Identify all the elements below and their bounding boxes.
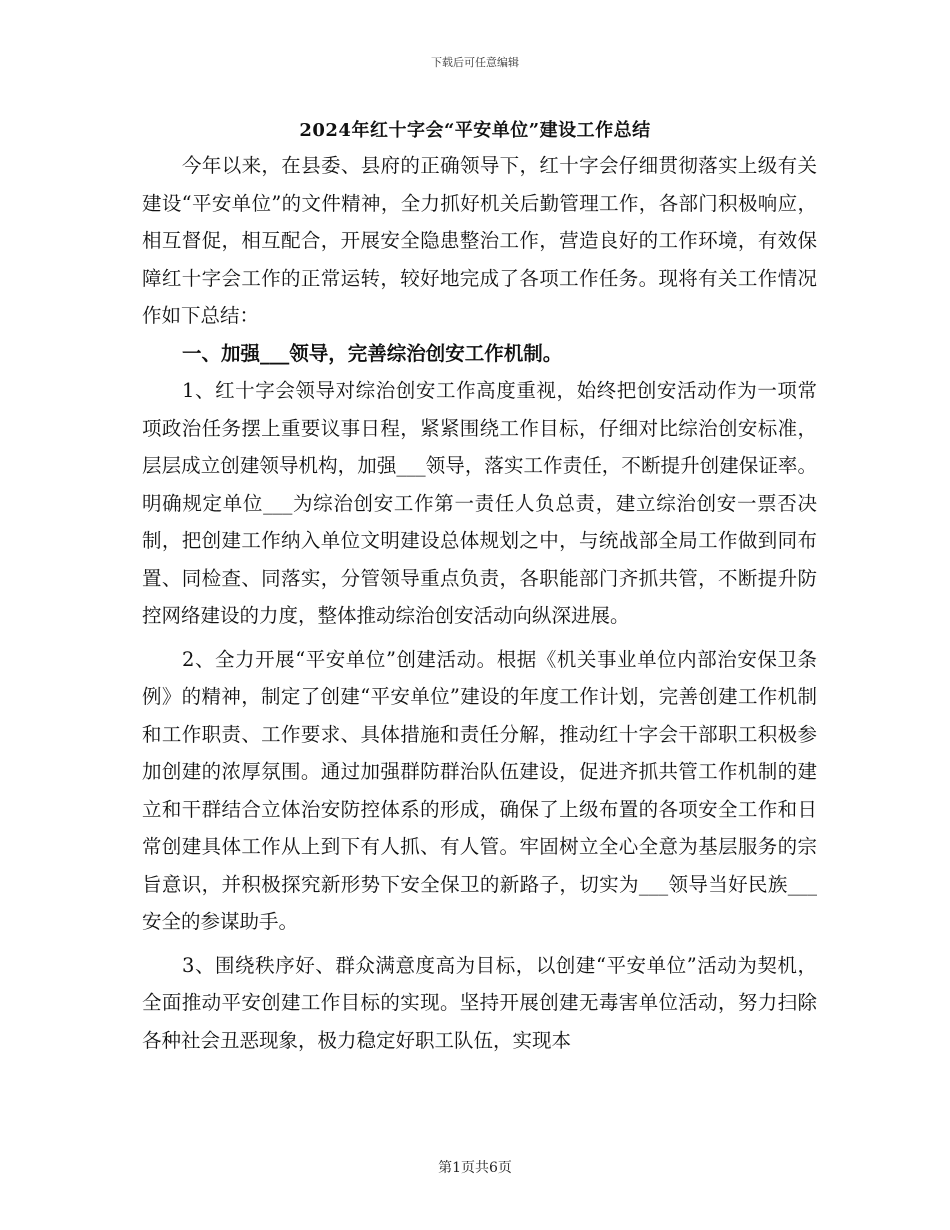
intro-paragraph: 今年以来，在县委、县府的正确领导下，红十字会仔细贯彻落实上级有关建设“平安单位”的文件精神，全力抓好机关后勤管理工作，各部门积极响应，相互督促，相互配合，开展安全隐患整治工作，营造良好的工作环境，有效保障红十字会工作的正常运转，较好地完成了各项工作任务。现将有关工作情况作如下总结： bbox=[142, 154, 817, 327]
page-header-note: 下载后可任意编辑 bbox=[431, 56, 519, 69]
paragraph-item-2: 2、全力开展“平安单位”创建活动。根据《机关事业单位内部治安保卫条例》的精神，制定了创建“平安单位”建设的年度工作计划，完善创建工作机制和工作职责、工作要求、具体措施和责任分解，推动红十字会干部职工积极参加创建的浓厚氛围。通过加强群防群治队伍建设，促进齐抓共管工作机制的建立和干群结合立体治安防控体系的形成，确保了上级布置的各项安全工作和日常创建具体工作从上到下有人抓、有人管。牢固树立全心全意为基层服务的宗旨意识，并积极探究新形势下安全保卫的新路子，切实为___领导当好民族___安全的参谋助手。 bbox=[142, 647, 817, 933]
page-footer-number: 第1页共6页 bbox=[438, 1160, 512, 1176]
paragraph-item-3: 3、围绕秩序好、群众满意度高为目标，以创建“平安单位”活动为契机，全面推动平安创建工作目标的实现。坚持开展创建无毒害单位活动，努力扫除各种社会丑恶现象，极力稳定好职工队伍，实现本 bbox=[142, 953, 817, 1052]
paragraph-item-1: 1、红十字会领导对综治创安工作高度重视，始终把创安活动作为一项常项政治任务摆上重要议事日程，紧紧围绕工作目标，仔细对比综治创安标准，层层成立创建领导机构，加强___领导，落实工作责任，不断提升创建保证率。明确规定单位___为综治创安工作第一责任人负总责，建立综治创安一票否决制，把创建工作纳入单位文明建设总体规划之中，与统战部全局工作做到同布置、同检查、同落实，分管领导重点负责，各职能部门齐抓共管，不断提升防控网络建设的力度，整体推动综治创安活动向纵深进展。 bbox=[142, 379, 817, 627]
document-title: 2024年红十字会“平安单位”建设工作总结 bbox=[299, 120, 651, 141]
document-body bbox=[142, 147, 817, 1059]
section-heading-1: 一、加强___领导，完善综治创安工作机制。 bbox=[182, 341, 563, 365]
